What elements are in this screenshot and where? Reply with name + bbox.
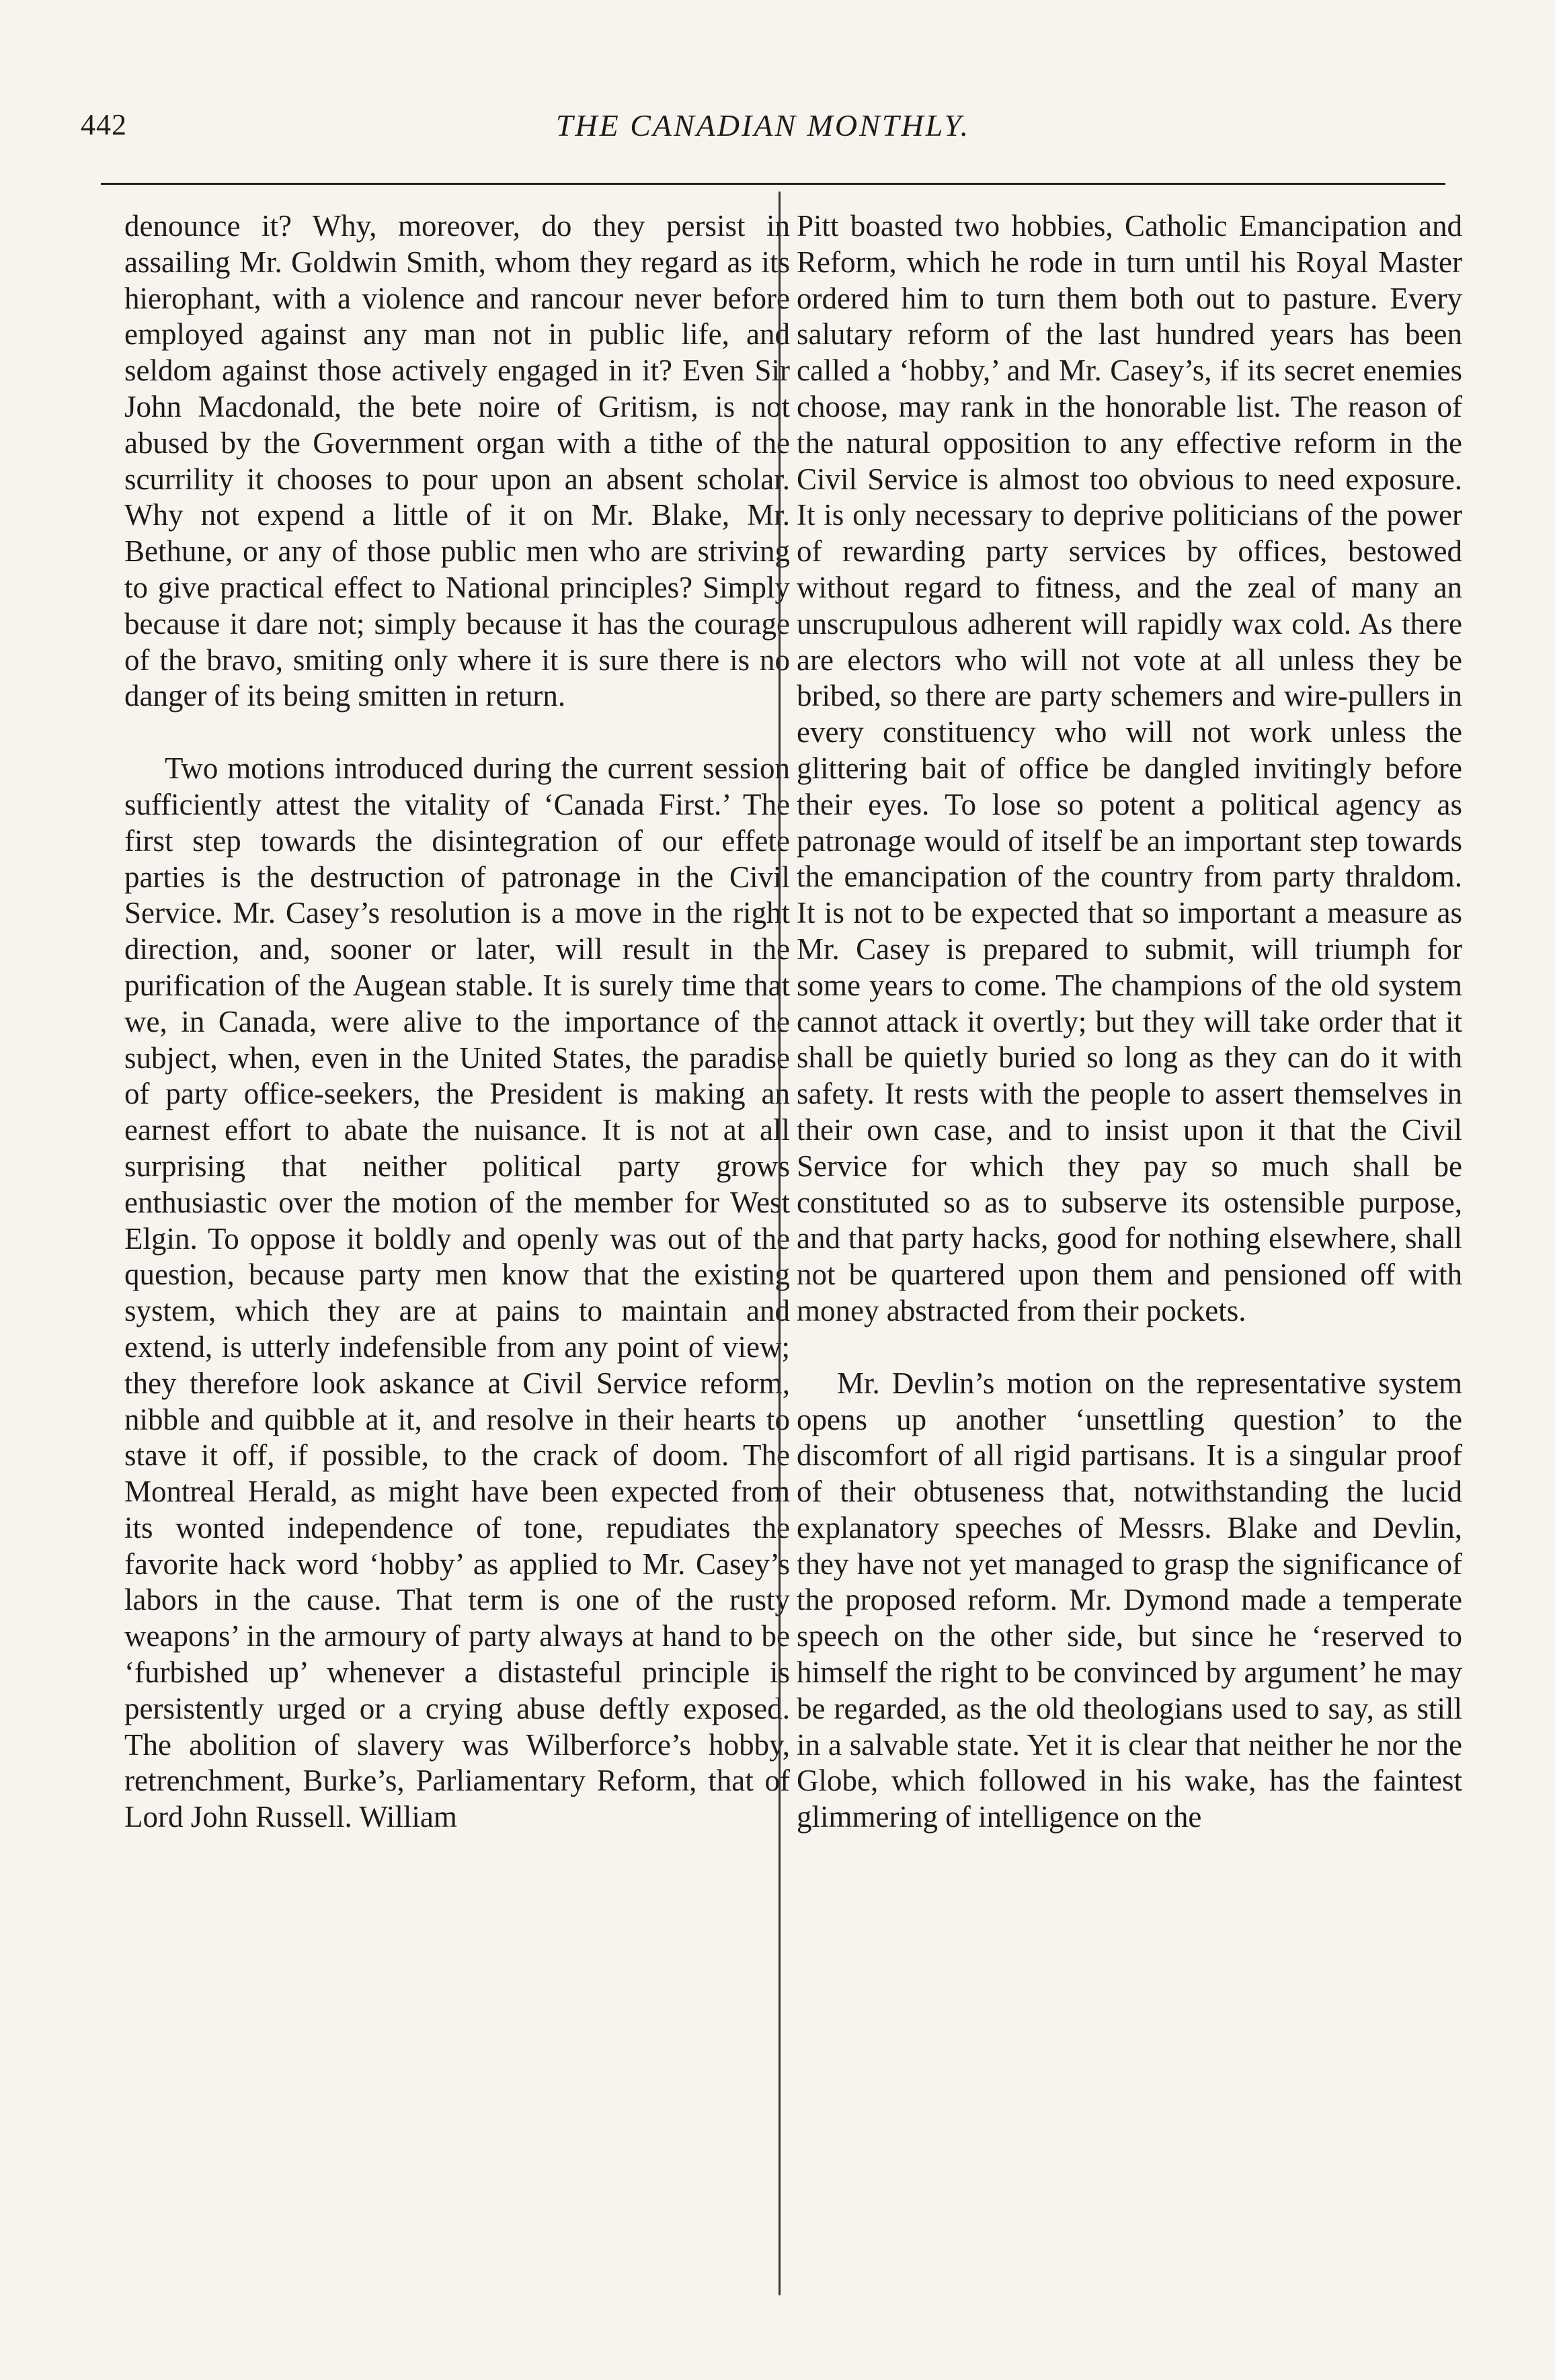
page-header [81,108,1445,168]
left-column [124,208,790,2312]
left-paragraph-2: Two motions introduced during the current session sufficiently attest the vitality of ‘Canada First.’ The first step towards the disintegration of our effete parties is the destruction of patronage in the Civil Service. Mr. Casey’s resolution is a move in the right direction, and, sooner or later, will result in the purification of the Augean stable. It is surely time that we, in Canada, were alive to the importance of the subject, when, even in the United States, the paradise of party office-seekers, the President is making an earnest effort to abate the nuisance. It is not at all surprising that neither political party grows enthusiastic over the motion of the member for West Elgin. To oppose it boldly and openly was out of the question, because party men know that the existing system, which they are at pains to maintain and extend, is utterly indefensible from any point of view; they therefore look askance at Civil Service reform, nibble and quibble at it, and resolve in their hearts to stave it off, if possible, to the crack of doom. The Montreal Herald, as might have been expected from its wonted independence of tone, repudiates the favorite hack word ‘hobby’ as applied to Mr. Casey’s labors in the cause. That term is one of the rusty weapons’ in the armoury of party always at hand to be ‘furbished up’ whenever a distasteful principle is persistently urged or a crying abuse deftly exposed. The abolition of slavery was Wilberforce’s hobby, retrenchment, Burke’s, Parliamentary Reform, that of Lord John Russell. William [124,751,790,1834]
column-divider [779,192,781,2295]
page-number: 442 [81,108,127,141]
header-rule [101,183,1445,185]
running-title: THE CANADIAN MONTHLY. [555,108,971,142]
right-column [797,208,1462,2312]
right-paragraph-2: Mr. Devlin’s motion on the representative system opens up another ‘unsettling question’ to the discomfort of all rigid partisans. It is a singular proof of their obtuseness that, notwithstanding the lucid explanatory speeches of Messrs. Blake and Devlin, they have not yet managed to grasp the significance of the proposed reform. Mr. Dymond made a temperate speech on the other side, but since he ‘reserved to himself the right to be convinced by argument’ he may be regarded, as the old theologians used to say, as still in a salvable state. Yet it is clear that neither he nor the Globe, which followed in his wake, has the faintest glimmering of intelligence on the [797,1366,1462,1834]
right-paragraph-1: Pitt boasted two hobbies, Catholic Emancipation and Reform, which he rode in turn until his Royal Master ordered him to turn them both out to pasture. Every salutary reform of the last hundred years has been called a ‘hobby,’ and Mr. Casey’s, if its secret enemies choose, may rank in the honorable list. The reason of the natural opposition to any effective reform in the Civil Service is almost too obvious to need exposure. It is only necessary to deprive politicians of the power of rewarding party services by offices, bestowed without regard to fitness, and the zeal of many an unscrupulous adherent will rapidly wax cold. As there are electors who will not vote at all unless they be bribed, so there are party schemers and wire-pullers in every constituency who will not work unless the glittering bait of office be dangled invitingly before their eyes. To lose so potent a political agency as patronage would of itself be an important step towards the emancipation of the country from party thraldom. It is not to be expected that so important a measure as Mr. Casey is prepared to submit, will triumph for some years to come. The champions of the old system cannot attack it overtly; but they will take order that it shall be quietly buried so long as they can do it with safety. It rests with the people to assert themselves in their own case, and to insist upon it that the Civil Service for which they pay so much shall be constituted so as to subserve its ostensible purpose, and that party hacks, good for nothing elsewhere, shall not be quartered upon them and pensioned off with money abstracted from their pockets. [797,209,1462,1327]
left-paragraph-1: denounce it? Why, moreover, do they persist in assailing Mr. Goldwin Smith, whom they regard as its hierophant, with a violence and rancour never before employed against any man not in public life, and seldom against those actively engaged in it? Even Sir John Macdonald, the bete noire of Gritism, is not abused by the Government organ with a tithe of the scurrility it chooses to pour upon an absent scholar. Why not expend a little of it on Mr. Blake, Mr. Bethune, or any of those public men who are striving to give practical effect to National principles? Simply because it dare not; simply because it has the courage of the bravo, smiting only where it is sure there is no danger of its being smitten in return. [124,209,790,713]
